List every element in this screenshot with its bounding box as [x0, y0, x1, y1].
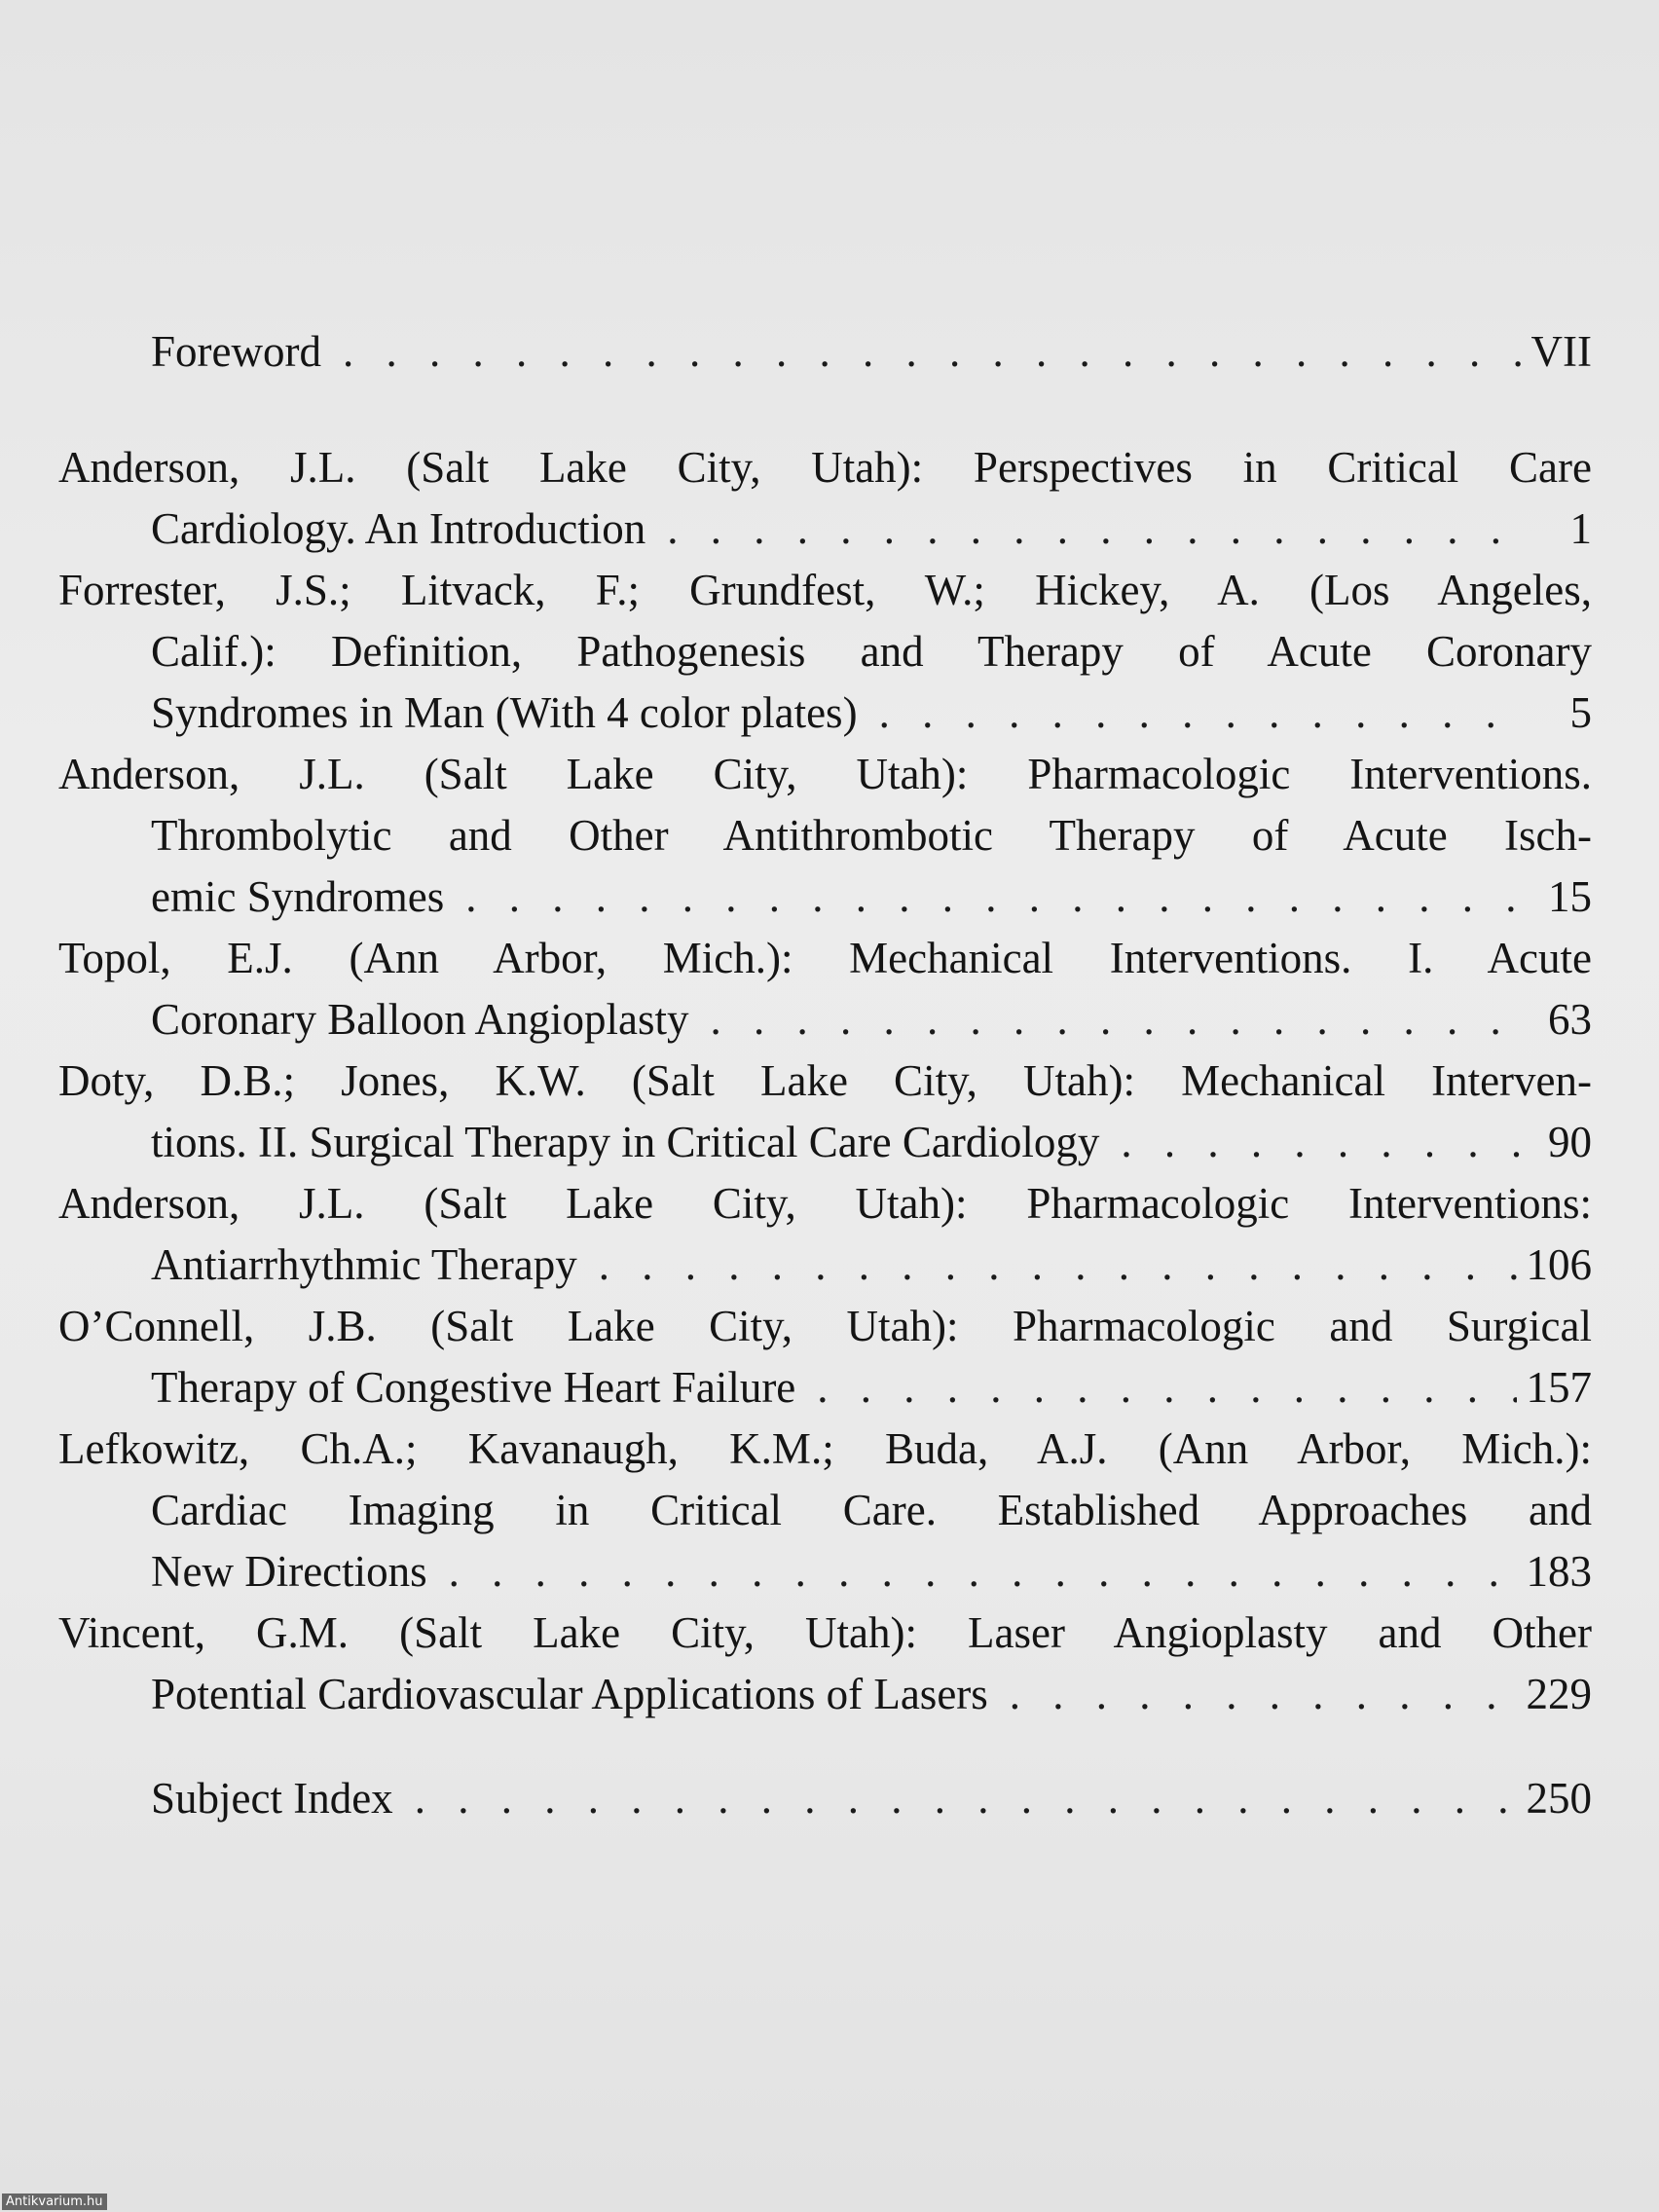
toc-entry-continuation-line: Calif.): Definition, Pathogenesis and Therapy of Acute Coronary — [151, 627, 1592, 676]
toc-entry-continuation-line: Cardiac Imaging in Critical Care. Established Approaches and — [151, 1486, 1592, 1534]
toc-entry — [58, 1419, 1592, 1603]
toc-line — [58, 498, 1592, 560]
toc-entry-author-line: Vincent, G.M. (Salt Lake City, Utah): Laser Angioplasty and Other — [58, 1608, 1592, 1657]
toc-page-number: 106 — [1526, 1240, 1592, 1289]
dot-leader — [1121, 1112, 1526, 1173]
toc-page-number: 5 — [1569, 688, 1592, 737]
watermark: Antikvarium.hu — [2, 2194, 107, 2210]
toc-entry-author-line: Anderson, J.L. (Salt Lake City, Utah): Pharmacologic Interventions: — [58, 1179, 1592, 1228]
toc-entry-title: Cardiology. An Introduction — [151, 504, 646, 553]
toc-page-number: 15 — [1548, 872, 1592, 921]
toc-line — [58, 1112, 1592, 1173]
dot-leader — [817, 1357, 1516, 1419]
toc-entry-title: New Directions — [151, 1547, 427, 1596]
toc-entry — [58, 928, 1592, 1051]
toc-entries — [58, 437, 1592, 1725]
toc-entry — [58, 1051, 1592, 1173]
dot-leader — [599, 1235, 1517, 1296]
toc-line — [58, 1541, 1592, 1603]
dot-leader — [710, 989, 1526, 1051]
toc-line — [58, 1357, 1592, 1419]
dot-leader — [465, 866, 1526, 928]
toc-entry-title: Subject Index — [151, 1774, 393, 1823]
toc-entry-foreword — [58, 321, 1592, 383]
toc-entry — [58, 1173, 1592, 1296]
toc-page-number: 63 — [1548, 995, 1592, 1044]
toc-entry-continuation-line: Thrombolytic and Other Antithrombotic Therapy of Acute Isch- — [151, 811, 1592, 860]
toc-entry-title: emic Syndromes — [151, 872, 445, 921]
toc-entry-author-line: Topol, E.J. (Ann Arbor, Mich.): Mechanical Interventions. I. Acute — [58, 934, 1592, 982]
toc-entry — [58, 560, 1592, 744]
toc-entry-title: tions. II. Surgical Therapy in Critical Care Cardiology — [151, 1118, 1100, 1166]
toc-page-number: 1 — [1569, 504, 1592, 553]
toc-page-number: 183 — [1526, 1547, 1592, 1596]
dot-leader — [415, 1768, 1517, 1829]
toc-line — [58, 989, 1592, 1051]
toc-entry — [58, 437, 1592, 560]
toc-entry-author-line: Forrester, J.S.; Litvack, F.; Grundfest, W.; Hickey, A. (Los Angeles, — [58, 566, 1592, 614]
toc-entry-author-line: O’Connell, J.B. (Salt Lake City, Utah): Pharmacologic and Surgical — [58, 1302, 1592, 1350]
dot-leader — [667, 498, 1526, 560]
toc-page-number: 250 — [1526, 1774, 1592, 1823]
toc-entry-title: Therapy of Congestive Heart Failure — [151, 1363, 796, 1412]
toc-entry-title: Foreword — [151, 327, 321, 376]
toc-entry-title: Coronary Balloon Angioplasty — [151, 995, 689, 1044]
toc-entry-title: Potential Cardiovascular Applications of Lasers — [151, 1670, 988, 1718]
toc-line — [58, 1235, 1592, 1296]
toc-line — [58, 682, 1592, 744]
toc-line — [58, 866, 1592, 928]
toc-entry-title: Antiarrhythmic Therapy — [151, 1240, 577, 1289]
toc-page-number: 229 — [1526, 1670, 1592, 1718]
toc-entry — [58, 1603, 1592, 1725]
toc-entry-author-line: Anderson, J.L. (Salt Lake City, Utah): Perspectives in Critical Care — [58, 443, 1592, 492]
toc-entry-author-line: Lefkowitz, Ch.A.; Kavanaugh, K.M.; Buda, A.J. (Ann Arbor, Mich.): — [58, 1424, 1592, 1473]
toc-entry — [58, 744, 1592, 928]
table-of-contents — [58, 321, 1592, 1829]
toc-entry-author-line: Doty, D.B.; Jones, K.W. (Salt Lake City, Utah): Mechanical Interven- — [58, 1056, 1592, 1105]
dot-leader — [1010, 1664, 1517, 1725]
dot-leader — [343, 321, 1522, 383]
toc-entry-author-line: Anderson, J.L. (Salt Lake City, Utah): Pharmacologic Interventions. — [58, 750, 1592, 798]
toc-line — [58, 1664, 1592, 1725]
toc-line — [58, 1768, 1592, 1829]
dot-leader — [449, 1541, 1517, 1603]
toc-page-number: 157 — [1526, 1363, 1592, 1412]
toc-entry-subject-index — [58, 1768, 1592, 1829]
toc-entry — [58, 1296, 1592, 1419]
toc-entry-title: Syndromes in Man (With 4 color plates) — [151, 688, 858, 737]
toc-line — [58, 321, 1592, 383]
dot-leader — [879, 682, 1526, 744]
toc-page-number: 90 — [1548, 1118, 1592, 1166]
toc-page-number: VII — [1530, 327, 1592, 376]
